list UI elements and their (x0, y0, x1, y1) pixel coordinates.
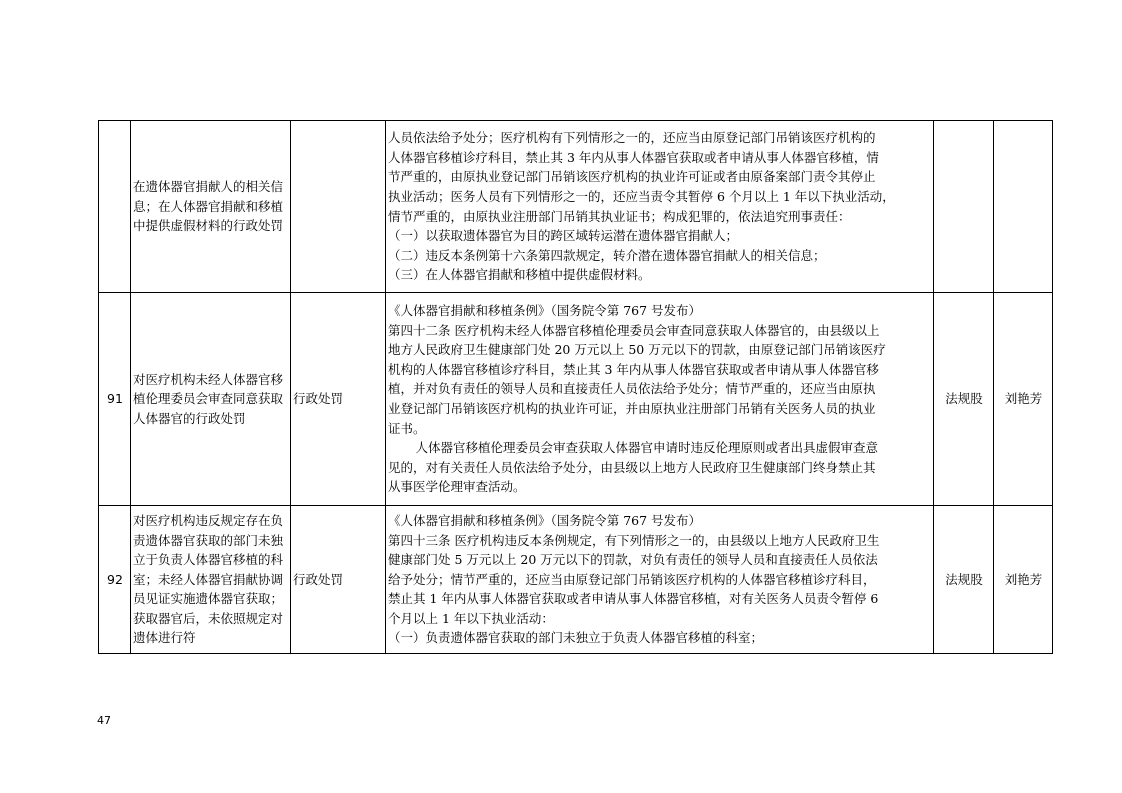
responsible-department: 法规股 (934, 293, 994, 506)
legal-basis (386, 121, 934, 293)
item-type: 行政处罚 (291, 293, 386, 506)
row-number: 91 (99, 293, 131, 506)
legal-basis (386, 506, 934, 654)
legal-basis-line: 《人体器官捐献和移植条例》（国务院令第 767 号发布） (388, 512, 702, 528)
legal-basis-line: 给予处分；情节严重的，还应当由原登记部门吊销该医疗机构的人体器官移植诊疗科目， (388, 571, 876, 587)
table-row (99, 121, 1053, 293)
legal-basis-line: （一）负责遗体器官获取的部门未独立于负责人体器官移植的科室； (388, 630, 764, 646)
legal-basis-line: 情节严重的，由原执业注册部门吊销其执业证书；构成犯罪的，依法追究刑事责任： (388, 208, 851, 224)
row-number: 92 (99, 506, 131, 654)
table-row (99, 293, 1053, 506)
item-name: 对医疗机构违反规定存在负责遗体器官获取的部门未独立于负责人体器官移植的科室；未经人体器官捐献协调员见证实施遗体器官获取；获取器官后，未依照规定对遗体进行符 (131, 506, 291, 654)
page-number: 47 (97, 714, 111, 727)
legal-basis-line: （三）在人体器官捐献和移植中提供虚假材料。 (388, 267, 651, 283)
legal-basis-line: 第四十二条 医疗机构未经人体器官移植伦理委员会审查同意获取人体器官的，由县级以上 (388, 322, 880, 338)
legal-basis-line: 人体器官移植诊疗科目，禁止其 3 年内从事人体器官获取或者申请从事人体器官移植，情 (388, 149, 879, 165)
legal-basis-line: 机构的人体器官移植诊疗科目，禁止其 3 年内从事人体器官获取或者申请从事人体器官移 (388, 361, 879, 377)
legal-basis-line: 地方人民政府卫生健康部门处 20 万元以上 50 万元以下的罚款，由原登记部门吊销该医疗 (388, 342, 886, 358)
responsible-person: 刘艳芳 (994, 506, 1053, 654)
responsible-department: 法规股 (934, 506, 994, 654)
legal-basis-line: 禁止其 1 年内从事人体器官获取或者申请从事人体器官移植，对有关医务人员责令暂停 6 (388, 591, 879, 607)
item-name: 对医疗机构未经人体器官移植伦理委员会审查同意获取人体器官的行政处罚 (131, 293, 291, 506)
legal-basis-line: 人体器官移植伦理委员会审查获取人体器官申请时违反伦理原则或者出具虚假审查意 (415, 440, 879, 456)
legal-basis-line: 业登记部门吊销该医疗机构的执业许可证，并由原执业注册部门吊销有关医务人员的执业 (388, 401, 876, 416)
legal-basis-line: 植，并对负有责任的领导人员和直接责任人员依法给予处分；情节严重的，还应当由原执 (388, 381, 876, 397)
item-type (291, 121, 386, 293)
legal-basis-line: 执业活动；医务人员有下列情形之一的，还应当责令其暂停 6 个月以上 1 年以下执业活动， (388, 188, 895, 204)
regulation-table (98, 120, 1053, 654)
legal-basis-line: 从事医学伦理审查活动。 (388, 479, 526, 495)
table-row (99, 506, 1053, 654)
item-name: 在遗体器官捐献人的相关信息；在人体器官捐献和移植中提供虚假材料的行政处罚 (131, 121, 291, 293)
legal-basis-line: 人员依法给予处分；医疗机构有下列情形之一的，还应当由原登记部门吊销该医疗机构的 (388, 130, 876, 146)
item-type: 行政处罚 (291, 506, 386, 654)
legal-basis-line: （二）违反本条例第十六条第四款规定，转介潜在遗体器官捐献人的相关信息； (388, 247, 826, 263)
responsible-person: 刘艳芳 (994, 293, 1053, 506)
legal-basis (386, 293, 934, 506)
legal-basis-line: （一）以获取遗体器官为目的跨区域转运潜在遗体器官捐献人； (388, 228, 739, 244)
legal-basis-line: 节严重的，由原执业登记部门吊销该医疗机构的执业许可证或者由原备案部门责令其停止 (388, 169, 876, 185)
responsible-person (994, 121, 1053, 293)
row-number (99, 121, 131, 293)
legal-basis-line: 第四十三条 医疗机构违反本条例规定，有下列情形之一的，由县级以上地方人民政府卫生 (388, 532, 880, 548)
legal-basis-line: 健康部门处 5 万元以上 20 万元以下的罚款，对负有责任的领导人员和直接责任人员依法 (388, 552, 878, 568)
legal-basis-line: 证书。 (388, 420, 426, 436)
responsible-department (934, 121, 994, 293)
legal-basis-line: 见的，对有关责任人员依法给予处分，由县级以上地方人民政府卫生健康部门终身禁止其 (388, 459, 876, 475)
legal-basis-line: 《人体器官捐献和移植条例》（国务院令第 767 号发布） (388, 303, 702, 319)
legal-basis-line: 个月以上 1 年以下执业活动： (388, 610, 554, 626)
